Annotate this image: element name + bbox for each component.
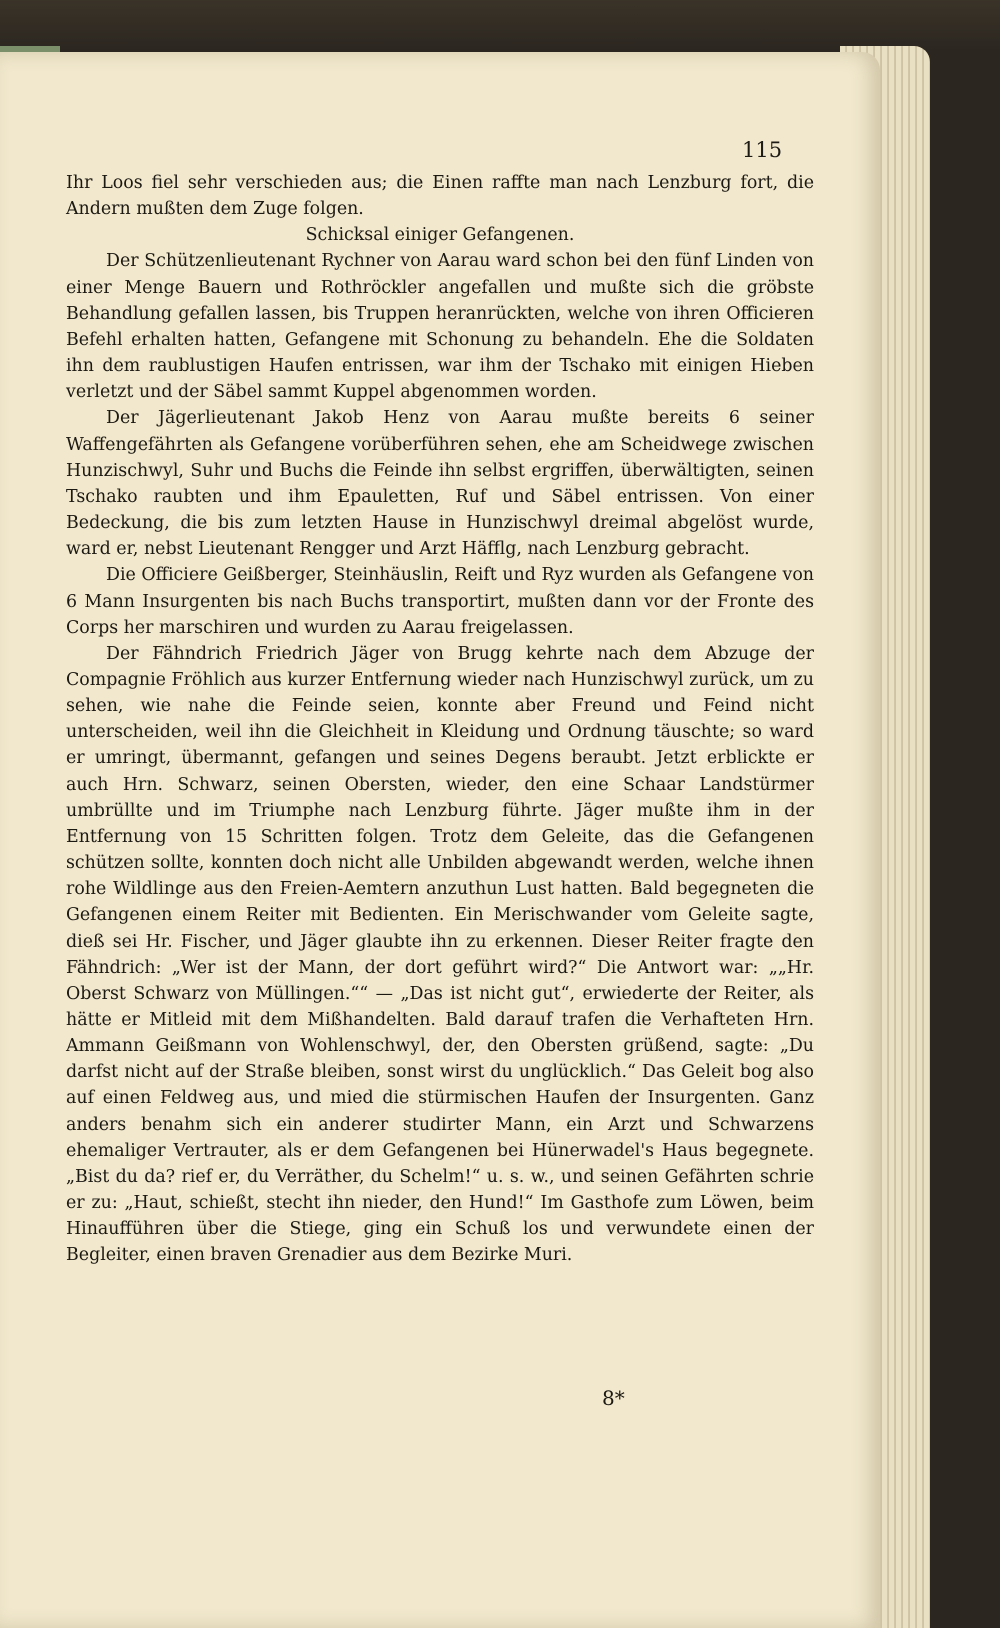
- paragraph: Ihr Loos fiel sehr verschieden aus; die Einen raffte man nach Lenzburg fort, die Andern mußten dem Zuge folgen.: [66, 173, 814, 220]
- paragraph: Der Fähndrich Friedrich Jäger von Brugg kehrte nach dem Abzuge der Compagnie Fröhlich aus kurzer Entfernung wieder nach Hunzischwyl zurück, um zu sehen, wie nahe die Feinde seien, konnte aber Freund und Feind nicht unterscheiden, weil ihn die Gleichheit in Kleidung und Ordnung täuschte; so ward er umringt, übermannt, gefangen und seines Degens beraubt. Jetzt erblickte er auch Hrn. Schwarz, seinen Obersten, wieder, den eine Schaar Landstürmer umbrüllte und im Triumphe nach Lenzburg führte. Jäger mußte ihm in der Entfernung von 15 Schritten folgen. Trotz dem Geleite, das die Gefangenen schützen sollte, konnten doch nicht alle Unbilden abgewandt werden, welche ihnen rohe Wildlinge aus den Freien-Aemtern anzuthun Lust hatten. Bald begegneten die Gefangenen einem Reiter mit Bedienten. Ein Merischwander vom Geleite sagte, dieß sei Hr. Fischer, und Jäger glaubte ihn zu erkennen. Dieser Reiter fragte den Fähndrich: „Wer ist der Mann, der dort geführt wird?“ Die Antwort war: „„Hr. Oberst Schwarz von Müllingen.““ — „Das ist nicht gut“, erwiederte der Reiter, als hätte er Mitleid mit dem Mißhandelten. Bald darauf trafen die Verhafteten Hrn. Ammann Geißmann von Wohlenschwyl, der, den Obersten grüßend, sagte: „Du darfst nicht auf der Straße bleiben, sonst wirst du unglücklich.“ Das Geleit bog also auf einen Feldweg aus, und mied die stürmischen Haufen der Insurgenten. Ganz anders benahm sich ein anderer studirter Mann, ein Arzt und Schwarzens ehemaliger Vertrauter, als er dem Gefangenen bei Hünerwadel's Haus begegnete. „Bist du da? rief er, du Verräther, du Schelm!“ u. s. w., und seinen Gefährten schrie er zu: „Haut, schießt, stecht ihn nieder, den Hund!“ Im Gasthofe zum Löwen, beim Hinaufführen über die Stiege, ging ein Schuß los und verwundete einen der Begleiter, einen braven Grenadier aus dem Bezirke Muri.: [66, 643, 814, 1266]
- paragraph: Der Schützenlieutenant Rychner von Aarau ward schon bei den fünf Linden von einer Menge Bauern und Rothröckler angefallen und mußte sich die gröbste Behandlung gefallen lassen, bis Truppen heranrückten, welche von ihren Officieren Befehl erhalten hatten, Gefangene mit Schonung zu behandeln. Ehe die Soldaten ihn dem raublustigen Haufen entrissen, war ihm der Tschako mit einigen Hieben verletzt und der Säbel sammt Kuppel abgenommen worden.: [66, 251, 814, 403]
- page-text: [66, 170, 814, 1269]
- signature-mark: 8*: [602, 1386, 625, 1410]
- paragraph: Die Officiere Geißberger, Steinhäuslin, Reift und Ryz wurden als Gefangene von 6 Mann Insurgenten bis nach Buchs transportirt, mußten dann vor der Fronte des Corps her marschiren und wurden zu Aarau freigelassen.: [66, 565, 814, 638]
- paragraph: Der Jägerlieutenant Jakob Henz von Aarau mußte bereits 6 seiner Waffengefährten als Gefangene vorüberführen sehen, ehe am Scheidwege zwischen Hunzischwyl, Suhr und Buchs die Feinde ihn selbst ergriffen, überwältigten, seinen Tschako raubten und ihm Epauletten, Ruf und Säbel entrissen. Von einer Bedeckung, die bis zum letzten Hause in Hunzischwyl dreimal abgelöst wurde, ward er, nebst Lieutenant Rengger und Arzt Häfflg, nach Lenzburg gebracht.: [66, 408, 814, 560]
- scan-background: [0, 0, 1000, 52]
- page-number: 115: [742, 138, 783, 162]
- section-heading: Schicksal einiger Gefangenen.: [305, 225, 575, 246]
